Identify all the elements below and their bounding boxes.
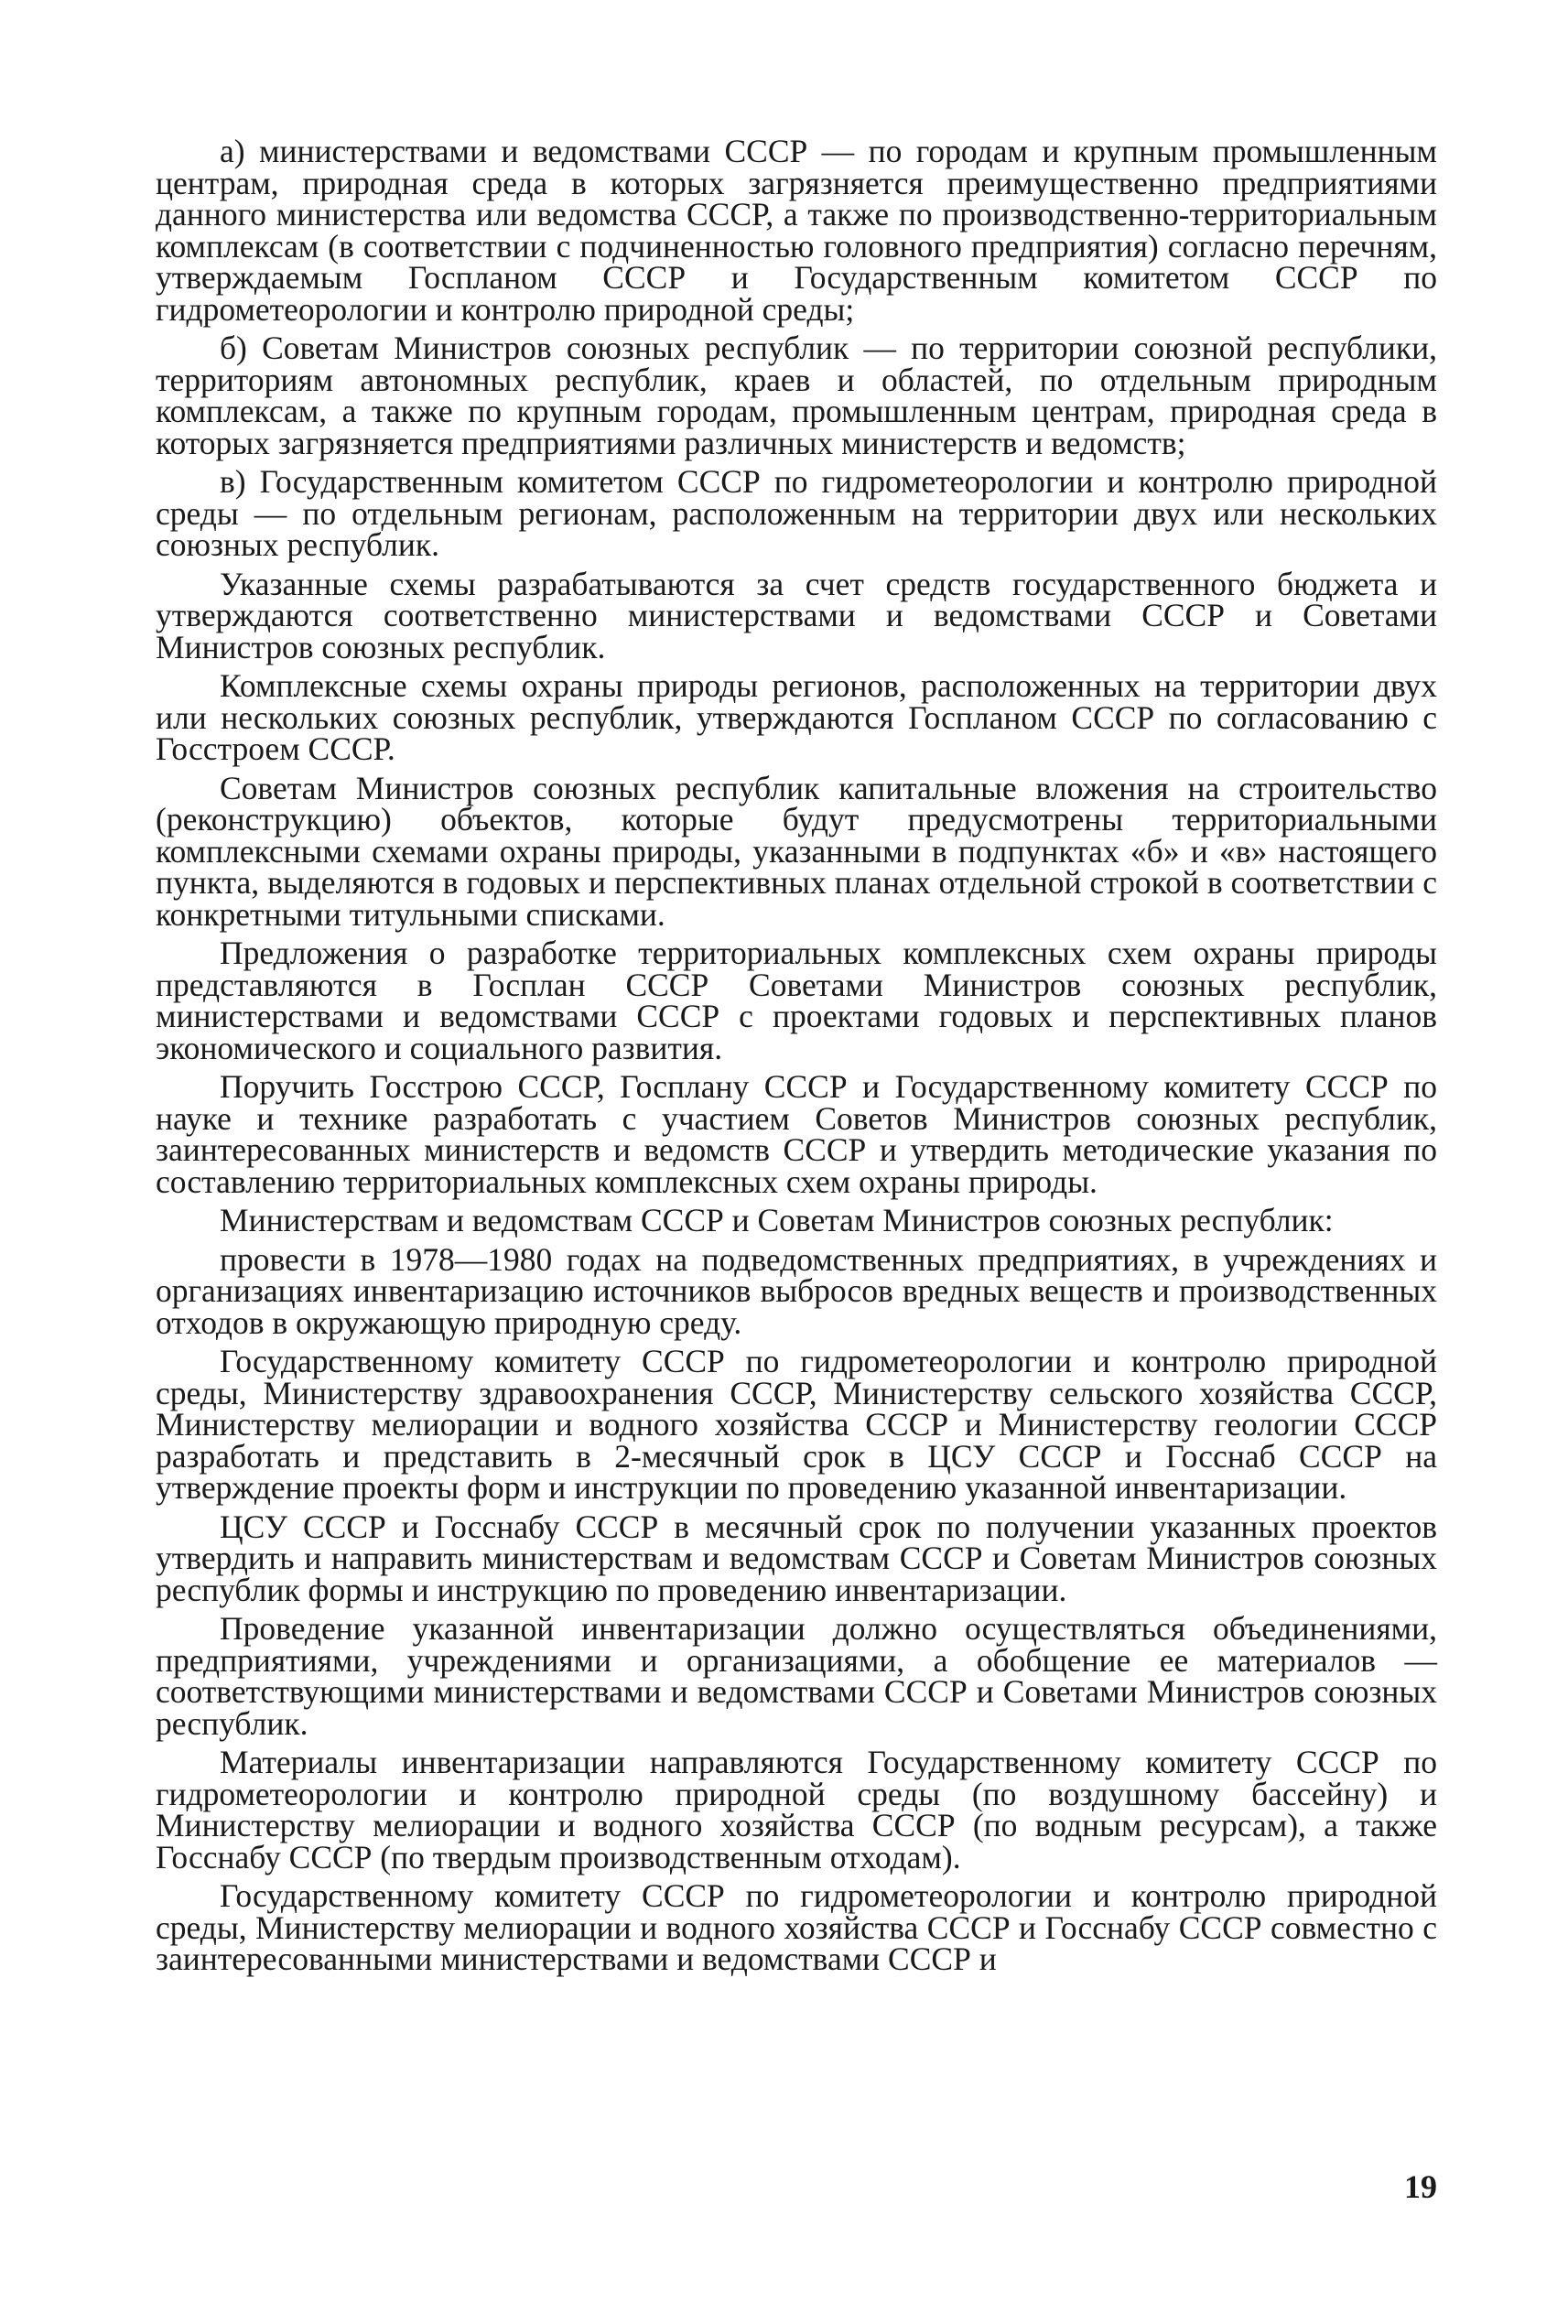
paragraph: Советам Министров союзных республик капитальные вложения на строительство (реконструкцию) объектов, которые будут предусмотрены территориальными комплексными схемами охраны природы, указанными в подпунктах «б» и «в» настоящего пункта, выделяются в годовых и перспективных планах отдельной строкой в соответствии с конкретными титульными списками. (156, 769, 1437, 933)
document-body (156, 135, 1437, 1975)
paragraph-item-a: а) министерствами и ведомствами СССР — по городам и крупным промышленным центрам, природная среда в которых загрязняется преимущественно предприятиями данного министерства или ведомства СССР, а также по производственно-территориальным комплексам (в соответствии с подчиненностью головного предприятия) согласно перечням, утверждаемым Госпланом СССР и Государственным комитетом СССР по гидрометеорологии и контролю природной среды; (156, 133, 1437, 328)
paragraph: Комплексные схемы охраны природы регионов, расположенных на территории двух или нескольких союзных республик, утверждаются Госпланом СССР по согласованию с Госстроем СССР. (156, 667, 1437, 767)
paragraph: провести в 1978—1980 годах на подведомственных предприятиях, в учреждениях и организациях инвентаризацию источников выбросов вредных веществ и производственных отходов в окружающую природную среду. (156, 1240, 1437, 1341)
paragraph: Поручить Госстрою СССР, Госплану СССР и Государственному комитету СССР по науке и технике разработать с участием Советов Министров союзных республик, заинтересованных министерств и ведомств СССР и утвердить методические указания по составлению территориальных комплексных схем охраны природы. (156, 1068, 1437, 1200)
paragraph: Указанные схемы разрабатываются за счет средств государственного бюджета и утверждаются соответственно министерствами и ведомствами СССР и Советами Министров союзных республик. (156, 565, 1437, 665)
paragraph: Предложения о разработке территориальных комплексных схем охраны природы представляются в Госплан СССР Советами Министров союзных республик, министерствами и ведомствами СССР с проектами годовых и перспективных планов экономического и социального развития. (156, 935, 1437, 1066)
paragraph-item-v: в) Государственным комитетом СССР по гидрометеорологии и контролю природной среды — по отдельным регионам, расположенным на территории двух или нескольких союзных республик. (156, 463, 1437, 563)
paragraph: Государственному комитету СССР по гидрометеорологии и контролю природной среды, Министерству мелиорации и водного хозяйства СССР и Госснабу СССР совместно с заинтересованными министерствами и ведомствами СССР и (156, 1877, 1437, 1977)
paragraph-item-b: б) Советам Министров союзных республик — по территории союзной республики, территориям автономных республик, краев и областей, по отдельным природным комплексам, а также по крупным городам, промышленным центрам, природная среда в которых загрязняется предприятиями различных министерств и ведомств; (156, 330, 1437, 461)
paragraph: Материалы инвентаризации направляются Государственному комитету СССР по гидрометеорологии и контролю природной среды (по воздушному бассейну) и Министерству мелиорации и водного хозяйства СССР (по водным ресурсам), а также Госснабу СССР (по твердым производственным отходам). (156, 1744, 1437, 1875)
paragraph: Государственному комитету СССР по гидрометеорологии и контролю природной среды, Министерству здравоохранения СССР, Министерству сельского хозяйства СССР, Министерству мелиорации и водного хозяйства СССР и Министерству геологии СССР разработать и представить в 2-месячный срок в ЦСУ СССР и Госснаб СССР на утверждение проекты форм и инструкции по проведению указанной инвентаризации. (156, 1343, 1437, 1506)
paragraph: Проведение указанной инвентаризации должно осуществляться объединениями, предприятиями, учреждениями и организациями, а обобщение ее материалов — соответствующими министерствами и ведомствами СССР и Советами Министров союзных республик. (156, 1610, 1437, 1742)
paragraph: Министерствам и ведомствам СССР и Советам Министров союзных республик: (220, 1202, 1334, 1238)
page-number: 19 (1404, 2168, 1437, 2205)
paragraph: ЦСУ СССР и Госснабу СССР в месячный срок по получении указанных проектов утвердить и направить министерствам и ведомствам СССР и Советам Министров союзных республик формы и инструкцию по проведению инвентаризации. (156, 1508, 1437, 1608)
